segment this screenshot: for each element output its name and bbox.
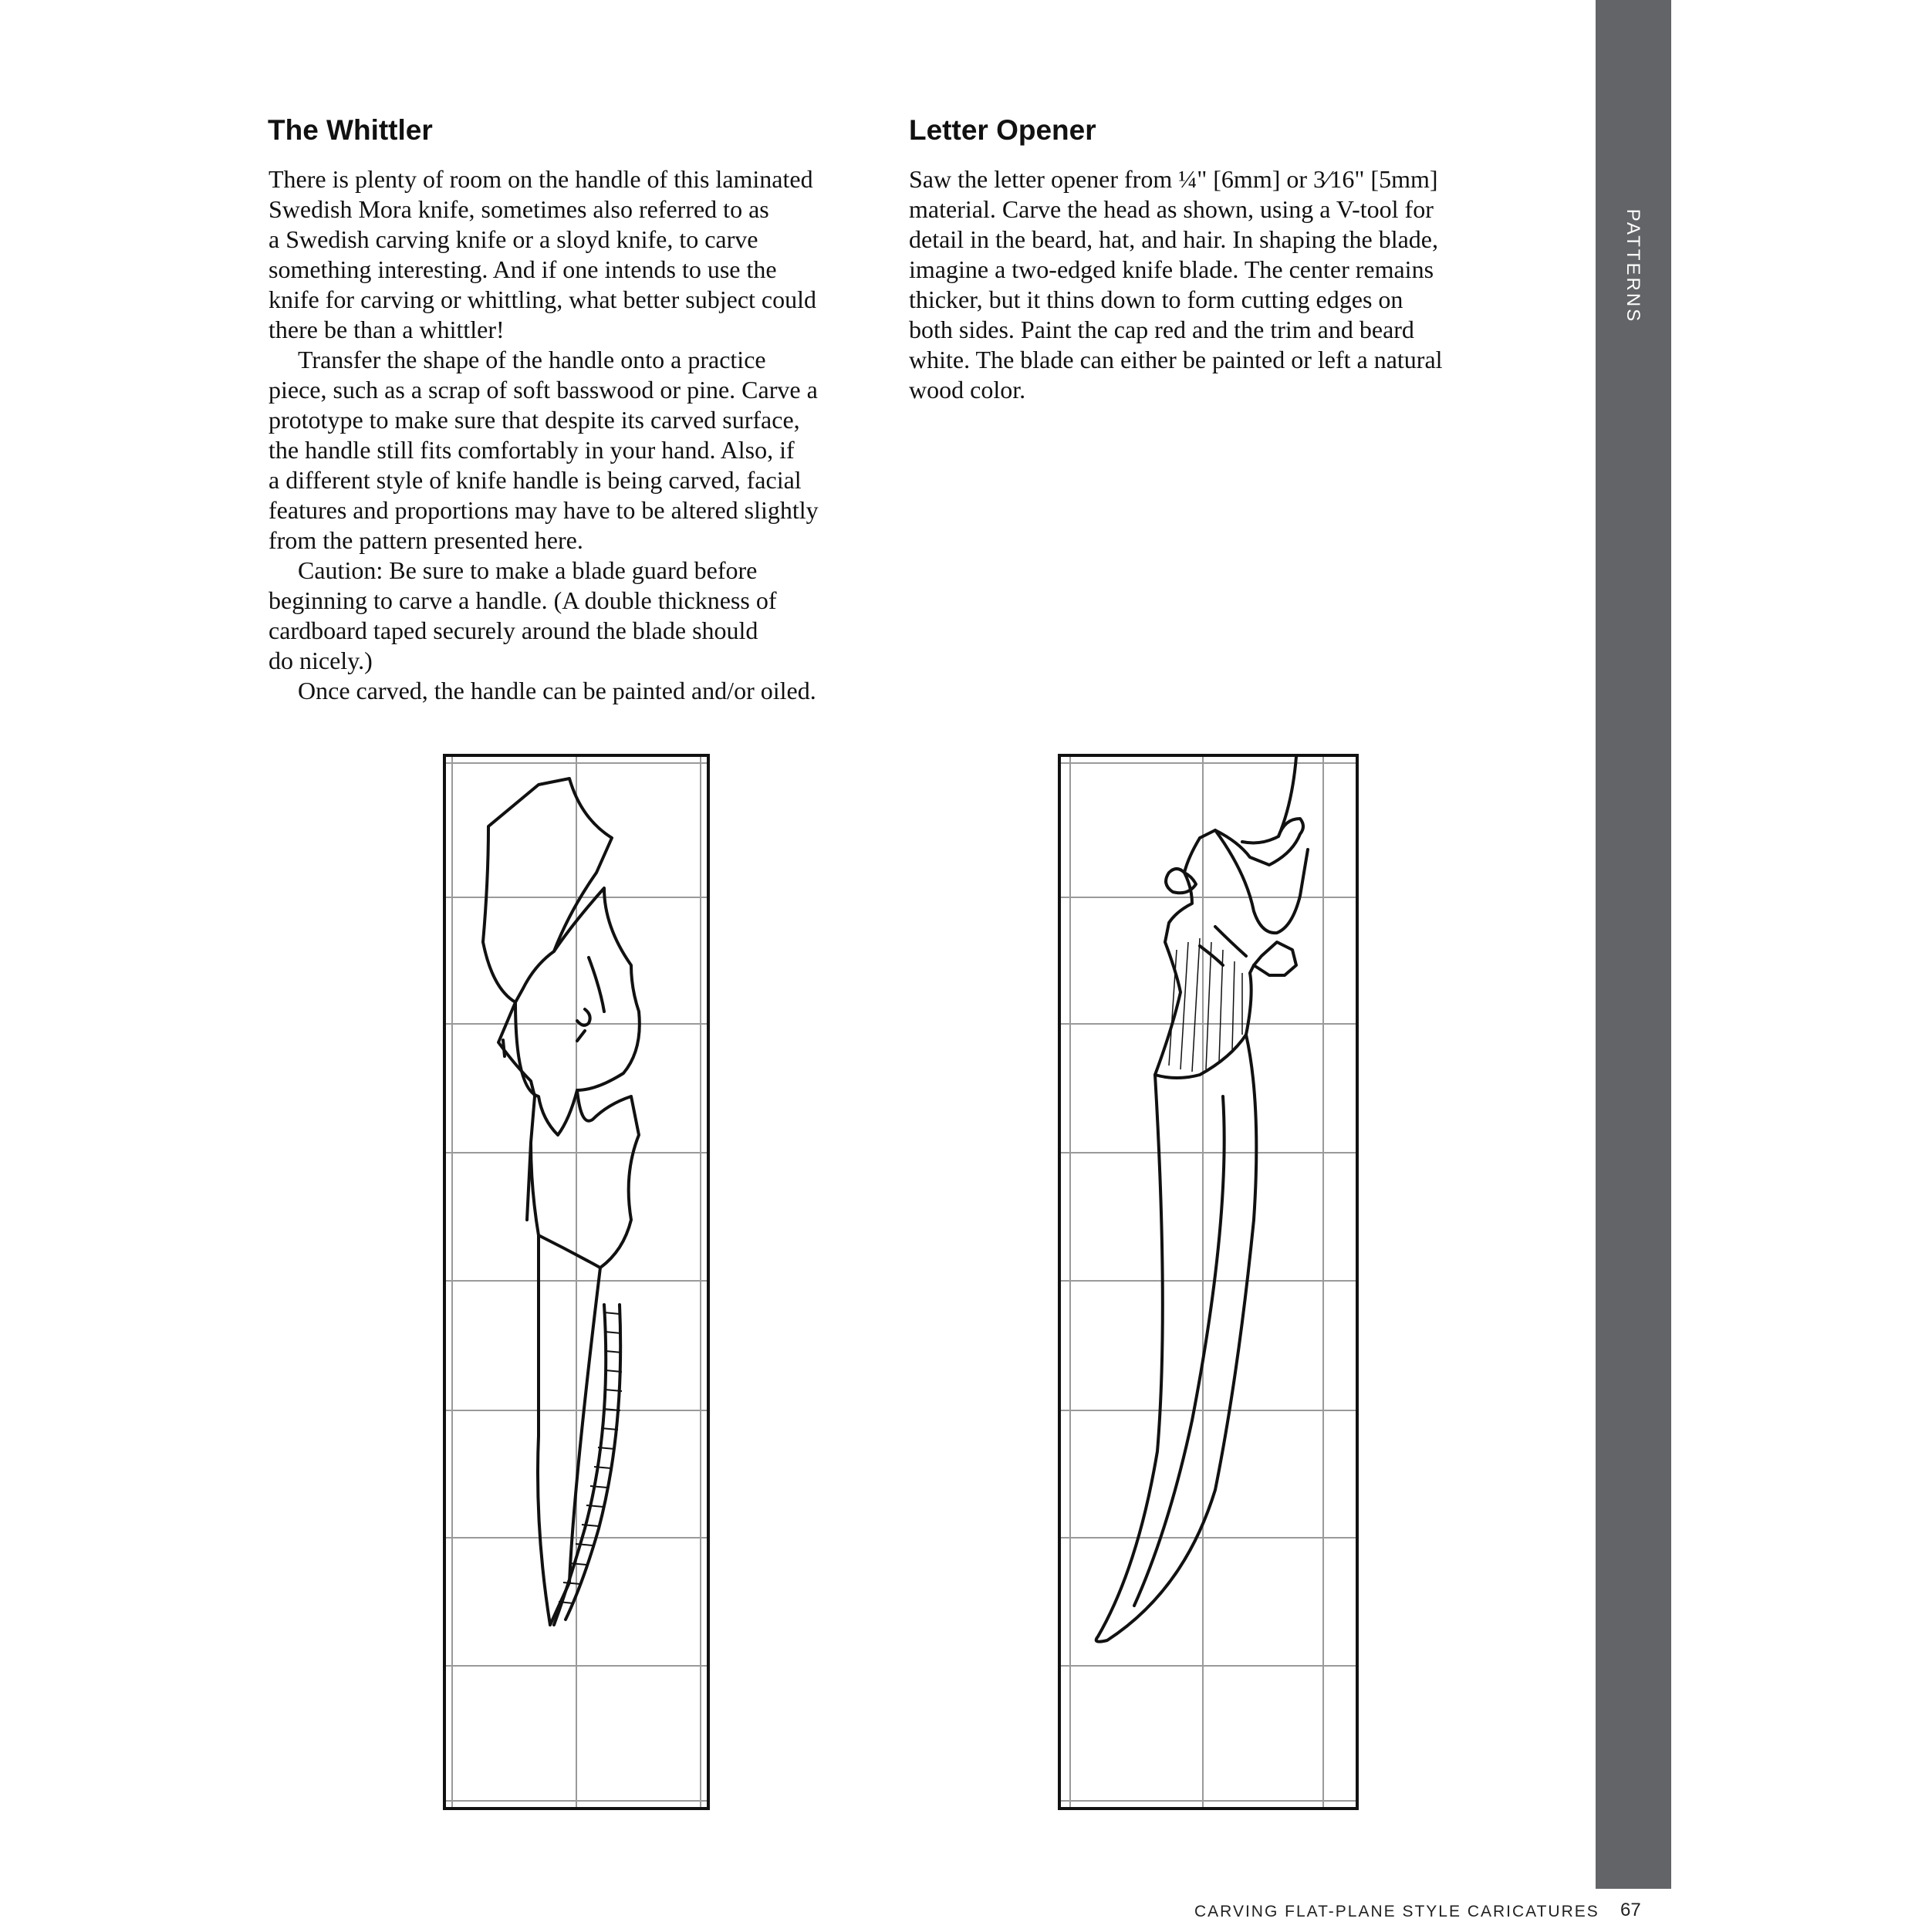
- pattern-grid: [1061, 757, 1356, 1807]
- text-line: both sides. Paint the cap red and the trim and beard: [909, 316, 1414, 343]
- text-line: Saw the letter opener from ¼" [6mm] or 3⁄16" [5mm]: [909, 165, 1438, 193]
- letter-opener-heading: Letter Opener: [909, 114, 1096, 146]
- text-line: imagine a two-edged knife blade. The center remains: [909, 255, 1434, 283]
- letter-opener-drawing: [1061, 757, 1356, 1807]
- text-line: knife for carving or whittling, what better subject could: [269, 285, 817, 313]
- sidebar-tab-label-box: [1617, 208, 1648, 324]
- text-line: something interesting. And if one intends to use the: [269, 255, 777, 283]
- text-line: features and proportions may have to be altered slightly: [269, 496, 819, 524]
- text-line: detail in the beard, hat, and hair. In shaping the blade,: [909, 225, 1438, 253]
- text-line: cardboard taped securely around the blade should: [269, 616, 758, 644]
- text-line: Transfer the shape of the handle onto a practice: [298, 346, 766, 373]
- text-line: Swedish Mora knife, sometimes also referred to as: [269, 195, 769, 223]
- whittler-knife-pattern: [443, 754, 710, 1810]
- text-line: a Swedish carving knife or a sloyd knife, to carve: [269, 225, 758, 253]
- text-line: do nicely.): [269, 647, 373, 674]
- text-line: white. The blade can either be painted or left a natural: [909, 346, 1443, 373]
- text-line: There is plenty of room on the handle of this laminated: [269, 165, 813, 193]
- text-line: piece, such as a scrap of soft basswood or pine. Carve a: [269, 376, 818, 404]
- text-line: wood color.: [909, 376, 1026, 404]
- text-line: material. Carve the head as shown, using a V-tool for: [909, 195, 1434, 223]
- text-line: a different style of knife handle is being carved, facial: [269, 466, 802, 494]
- letter-opener-pattern: [1058, 754, 1359, 1810]
- text-line: Once carved, the handle can be painted and/or oiled.: [298, 677, 816, 704]
- letter-opener-outline: [1096, 757, 1308, 1642]
- text-line: from the pattern presented here.: [269, 526, 583, 554]
- text-line: there be than a whittler!: [269, 316, 505, 343]
- text-line: beginning to carve a handle. (A double thickness of: [269, 586, 777, 614]
- letter-opener-body: [909, 164, 1443, 405]
- whittler-knife-drawing: [446, 757, 707, 1807]
- text-line: prototype to make sure that despite its carved surface,: [269, 406, 800, 434]
- footer-book-title: CARVING FLAT-PLANE STYLE CARICATURES: [1194, 1903, 1599, 1920]
- text-line: the handle still fits comfortably in your hand. Also, if: [269, 436, 795, 464]
- whittler-body: [269, 164, 819, 706]
- text-line: Caution: Be sure to make a blade guard before: [298, 556, 758, 584]
- whittler-knife-outline: [483, 779, 640, 1625]
- whittler-heading: The Whittler: [268, 114, 433, 146]
- text-line: thicker, but it thins down to form cutting edges on: [909, 285, 1403, 313]
- sidebar-tab-label: PATTERNS: [1623, 208, 1644, 324]
- page-number: 67: [1620, 1900, 1641, 1920]
